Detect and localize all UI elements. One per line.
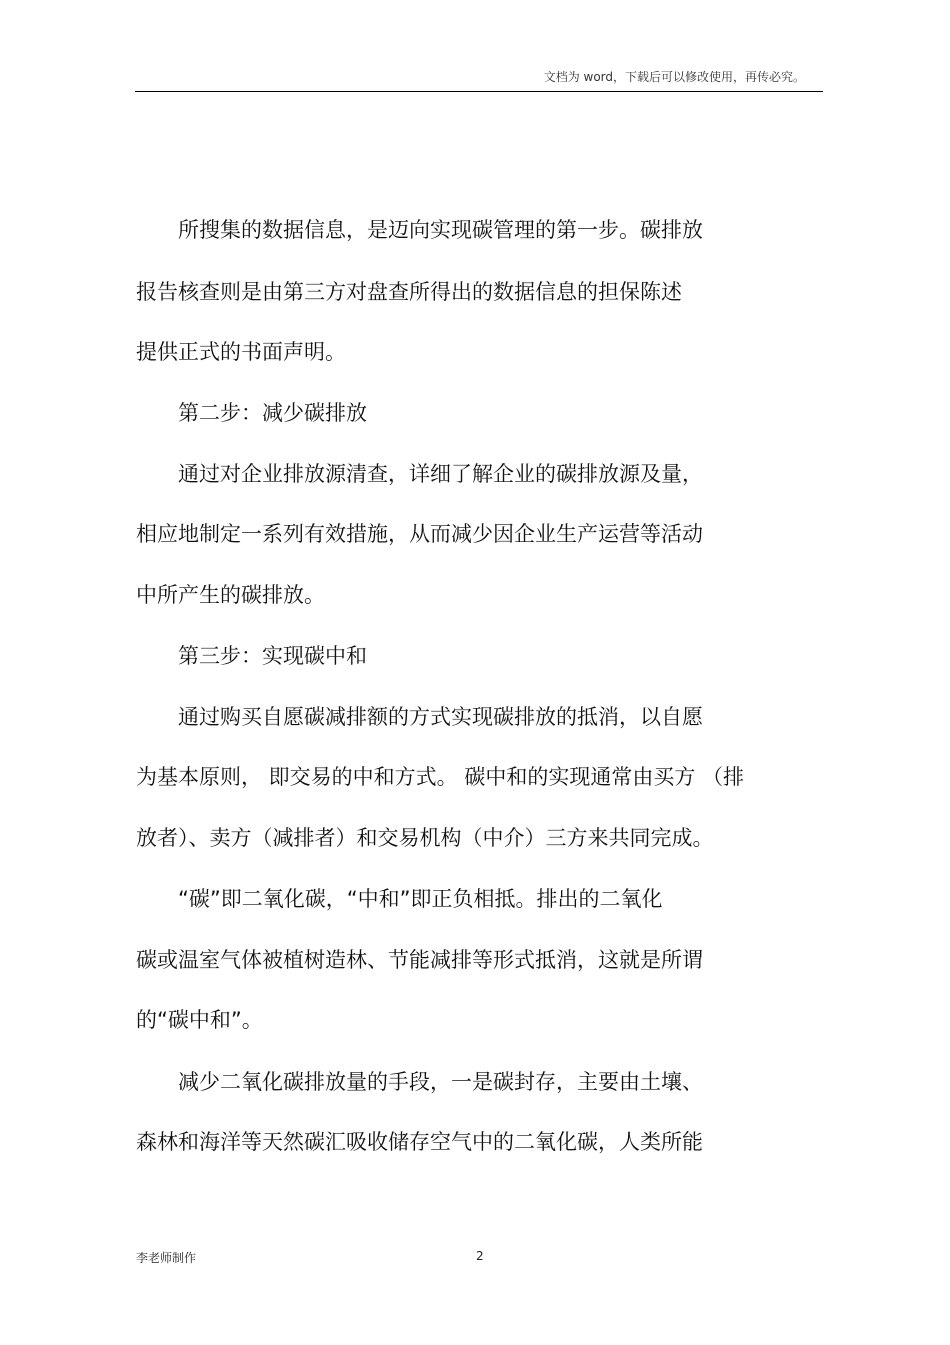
body-line: 提供正式的书面声明。: [136, 340, 346, 364]
header-divider: [135, 91, 823, 92]
body-line: 相应地制定一系列有效措施，从而减少因企业生产运营等活动: [136, 522, 703, 546]
body-line: 碳或温室气体被植树造林、节能减排等形式抵消，这就是所谓: [136, 948, 703, 972]
body-line: 所搜集的数据信息，是迈向实现碳管理的第一步。碳排放: [136, 218, 703, 242]
body-line: 森林和海洋等天然碳汇吸收储存空气中的二氧化碳，人类所能: [136, 1130, 703, 1154]
header-note: 文档为 word，下载后可以修改使用，再传必究。: [543, 70, 805, 84]
body-line: 减少二氧化碳排放量的手段，一是碳封存，主要由土壤、: [136, 1070, 703, 1094]
page-number: 2: [476, 1249, 484, 1263]
body-line: 通过对企业排放源清查，详细了解企业的碳排放源及量，: [136, 462, 703, 486]
body-line: 报告核查则是由第三方对盘查所得出的数据信息的担保陈述: [136, 280, 682, 304]
body-line: 中所产生的碳排放。: [136, 583, 325, 607]
page-header: [135, 64, 823, 92]
body-line: 放者）、卖方（减排者）和交易机构（中介）三方来共同完成。: [136, 826, 714, 850]
body-line: 为基本原则， 即交易的中和方式。 碳中和的实现通常由买方 （排: [136, 765, 745, 789]
footer-author: 李老师制作: [136, 1251, 197, 1265]
section-heading: 第三步：实现碳中和: [136, 644, 367, 668]
section-heading: 第二步：减少碳排放: [136, 401, 367, 425]
body-line: 通过购买自愿碳减排额的方式实现碳排放的抵消，以自愿: [136, 705, 703, 729]
body-line: 的“碳中和”。: [136, 1008, 263, 1032]
body-line: “碳”即二氧化碳，“中和”即正负相抵。排出的二氧化: [136, 887, 663, 911]
